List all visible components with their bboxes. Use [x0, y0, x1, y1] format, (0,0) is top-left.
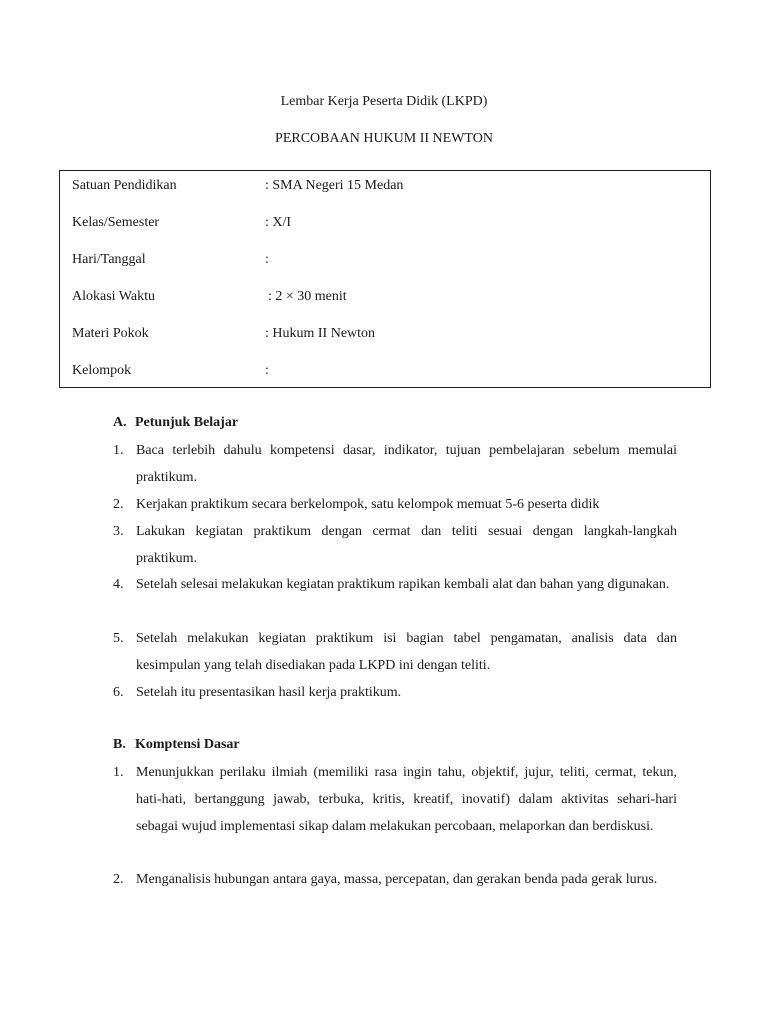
document-title: Lembar Kerja Peserta Didik (LKPD)	[280, 94, 488, 109]
list-number: 5.	[113, 631, 124, 646]
info-row-kelas-semester	[72, 215, 692, 235]
section-heading-kompetensi-dasar	[113, 737, 240, 753]
list-text: Baca terlebih dahulu kompetensi dasar, indikator, tujuan pembelajaran sebelum memulai praktikum.	[136, 443, 677, 485]
info-row-alokasi-waktu	[72, 289, 692, 309]
info-label: Alokasi Waktu	[72, 289, 155, 304]
list-item	[113, 518, 677, 572]
info-box	[59, 170, 711, 388]
info-label: Materi Pokok	[72, 326, 149, 341]
list-text: Setelah itu presentasikan hasil kerja praktikum.	[136, 685, 402, 700]
list-item	[113, 679, 677, 706]
list-item	[113, 866, 677, 893]
list-item	[113, 571, 677, 598]
info-label: Satuan Pendidikan	[72, 178, 177, 193]
info-label: Kelas/Semester	[72, 215, 160, 230]
section-letter: B.	[113, 737, 126, 752]
info-value: :	[265, 252, 269, 267]
info-value: : SMA Negeri 15 Medan	[265, 178, 404, 193]
list-number: 6.	[113, 685, 124, 700]
info-label: Hari/Tanggal	[72, 252, 146, 267]
section-title: Komptensi Dasar	[135, 737, 240, 752]
list-number: 2.	[113, 872, 124, 887]
list-text: Menganalisis hubungan antara gaya, massa, percepatan, dan gerakan benda pada gerak lurus.	[136, 872, 658, 887]
list-number: 3.	[113, 524, 124, 539]
info-row-materi-pokok	[72, 326, 692, 346]
list-text: Setelah melakukan kegiatan praktikum isi bagian tabel pengamatan, analisis data dan kesimpulan yang telah disediakan pada LKPD ini dengan teliti.	[136, 631, 677, 673]
list-item	[113, 491, 677, 518]
list-text: Kerjakan praktikum secara berkelompok, satu kelompok memuat 5-6 peserta didik	[136, 497, 600, 512]
info-row-kelompok	[72, 363, 692, 383]
list-text: Menunjukkan perilaku ilmiah (memiliki rasa ingin tahu, objektif, jujur, teliti, cermat, tekun, hati-hati, bertanggung jawab, terbuka, kritis, kreatif, inovatif) dalam aktivitas sehari-hari sebagai wujud implementasi sikap dalam melakukan percobaan, melaporkan dan berdiskusi.	[136, 765, 677, 834]
list-item	[113, 437, 677, 491]
list-number: 4.	[113, 577, 124, 592]
list-text: Lakukan kegiatan praktikum dengan cermat dan teliti sesuai dengan langkah-langkah praktikum.	[136, 524, 677, 566]
info-label: Kelompok	[72, 363, 132, 378]
info-row-satuan-pendidikan	[72, 178, 692, 198]
document-subtitle: PERCOBAAN HUKUM II NEWTON	[275, 131, 493, 146]
section-heading-petunjuk-belajar	[113, 415, 238, 431]
list-item	[113, 759, 677, 840]
list-text: Setelah selesai melakukan kegiatan praktikum rapikan kembali alat dan bahan yang digunakan.	[136, 577, 670, 592]
list-number: 1.	[113, 765, 124, 780]
info-value: : X/I	[265, 215, 292, 230]
list-item	[113, 625, 677, 679]
info-row-hari-tanggal	[72, 252, 692, 272]
section-letter: A.	[113, 415, 127, 430]
info-value: : Hukum II Newton	[265, 326, 376, 341]
list-number: 2.	[113, 497, 124, 512]
section-title: Petunjuk Belajar	[135, 415, 239, 430]
list-number: 1.	[113, 443, 124, 458]
info-value: : 2 × 30 menit	[268, 289, 347, 304]
info-value: :	[265, 363, 269, 378]
